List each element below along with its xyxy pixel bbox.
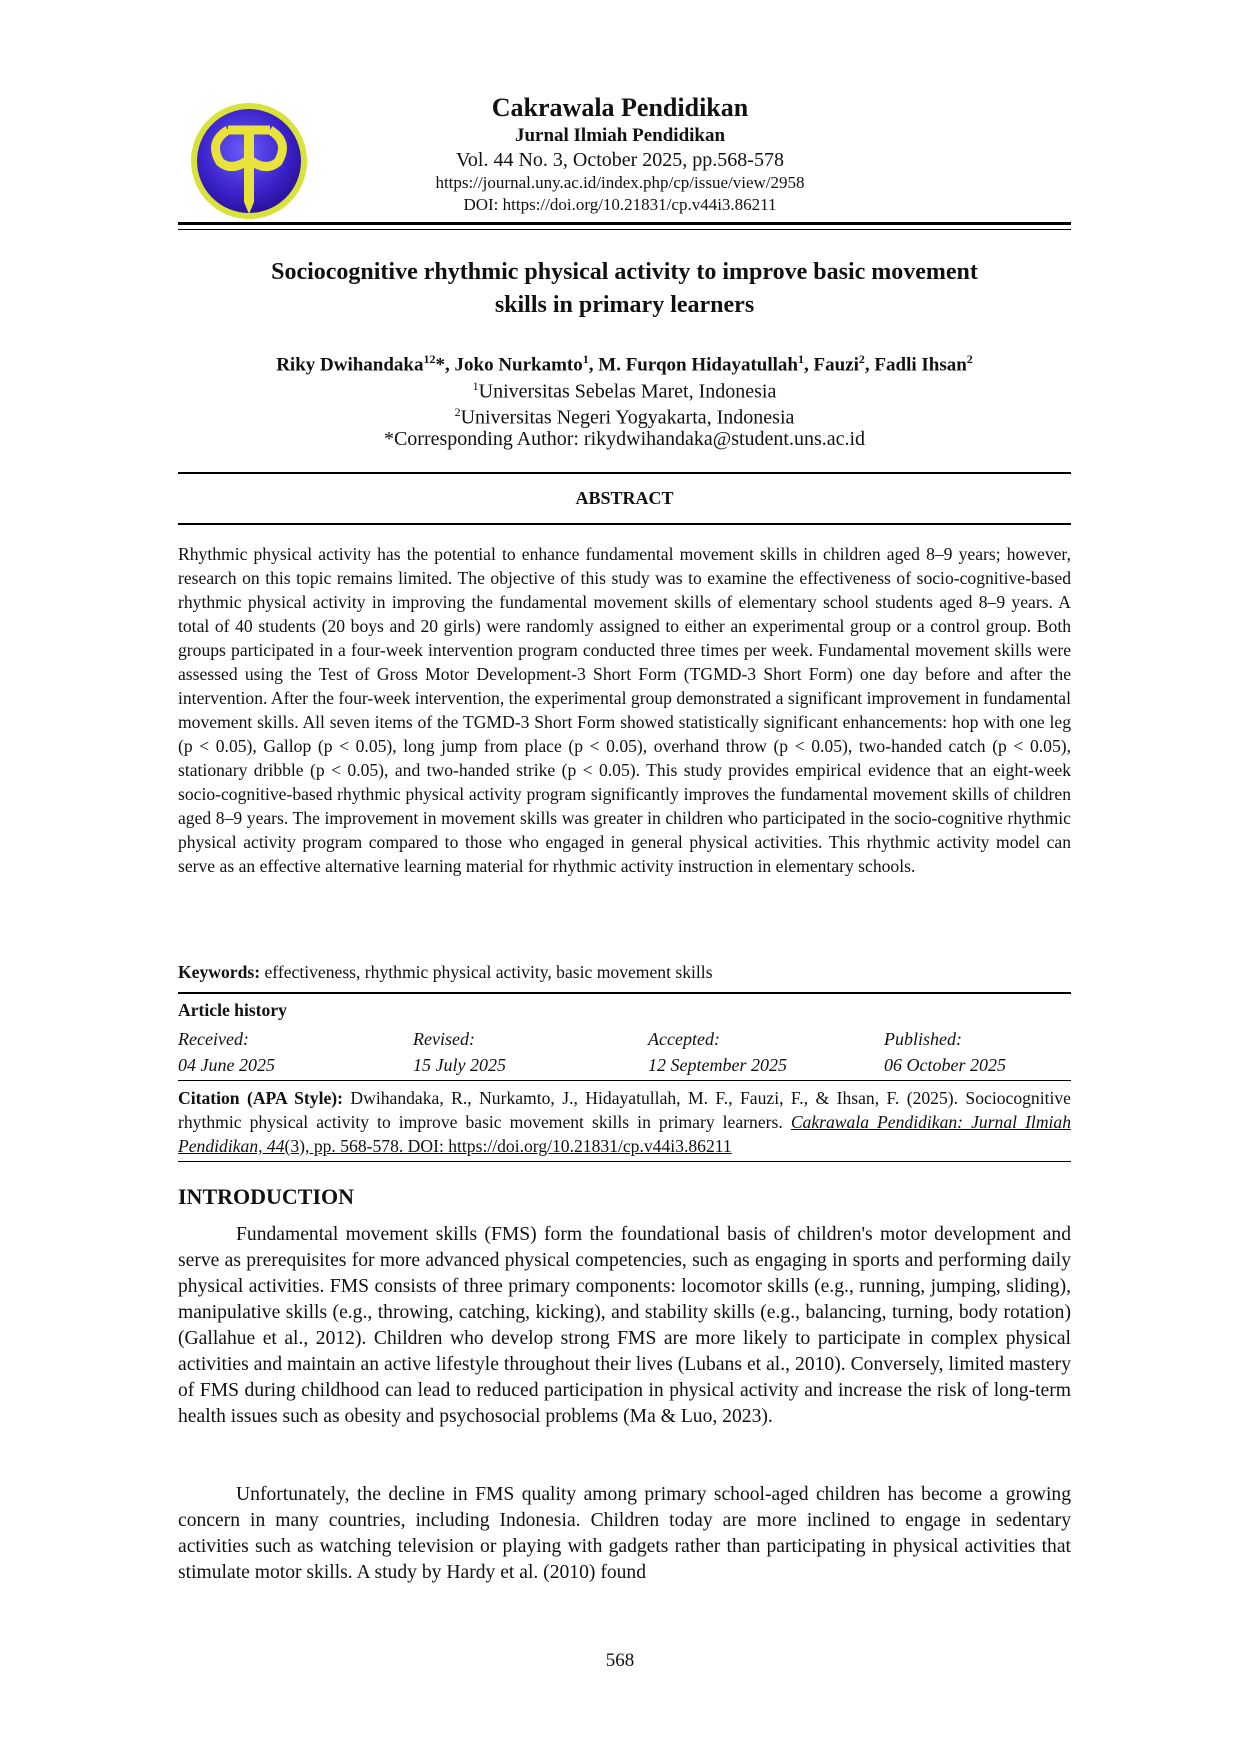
- title-line-2: skills in primary learners: [494, 292, 755, 318]
- author-sup: 2: [858, 352, 865, 366]
- author-sup: 12: [423, 352, 436, 366]
- affiliation-2: $^2$Universitas Negeri Yogyakarta, Indonesia: [454, 405, 795, 429]
- author-sep: *,: [435, 354, 455, 376]
- page-number: 568: [605, 1650, 635, 1671]
- author-sup: 1: [798, 352, 804, 366]
- history-received: Received: 04 June 2025: [178, 1029, 275, 1075]
- author-name: Joko Nurkamto: [454, 354, 583, 376]
- author-list: [178, 347, 1071, 377]
- citation-rule-top: [178, 1080, 1071, 1081]
- citation: [178, 1086, 1071, 1158]
- abstract-rule-top: [178, 472, 1071, 474]
- introduction-heading: INTRODUCTION: [178, 1184, 355, 1209]
- citation-doi[interactable]: (3), pp. 568-578. DOI: https://doi.org/10.21831/cp.v44i3.86211: [284, 1136, 732, 1156]
- author-name: Fadli Ihsan: [874, 354, 967, 376]
- citation-rule-bottom: [178, 1161, 1071, 1162]
- citation-label: Citation (APA Style):: [178, 1088, 343, 1108]
- corresponding-author: *Corresponding Author: rikydwihandaka@student.uns.ac.id: [383, 428, 866, 450]
- author-sep: ,: [864, 354, 875, 376]
- journal-subtitle: Jurnal Ilmiah Pendidikan: [514, 125, 726, 146]
- header-doi[interactable]: DOI: https://doi.org/10.21831/cp.v44i3.86211: [463, 195, 777, 214]
- affiliation-sup: 1: [472, 379, 479, 393]
- title-line-1: Sociocognitive rhythmic physical activity to improve basic movement: [271, 259, 978, 285]
- journal-name: Cakrawala Pendidikan: [491, 93, 749, 122]
- abstract-heading: ABSTRACT: [575, 488, 674, 508]
- keywords-label: Keywords:: [178, 962, 261, 982]
- volume-info: Vol. 44 No. 3, October 2025, pp.568-578: [456, 149, 784, 171]
- intro-paragraph-2: Unfortunately, the decline in FMS quality among primary school-aged children has become a growing concern in many countries, including Indonesia. Children today are more inclined to engage in sedentary activities such as watching television or playing with gadgets rather than participating in physical activities that stimulate motor skills. A study by Hardy et al. (2010) found: [178, 1484, 1071, 1583]
- history-rule-top: [178, 992, 1071, 994]
- affiliation-sup: 2: [454, 405, 461, 419]
- issue-url[interactable]: https://journal.uny.ac.id/index.php/cp/issue/view/2958: [435, 173, 805, 192]
- intro-paragraph-1: Fundamental movement skills (FMS) form the foundational basis of children's motor development and serve as prerequisites for more advanced physical competencies, such as engaging in sports and performing daily physical activities. FMS consists of three primary components: locomotor skills (e.g., running, jumping, sliding), manipulative skills (e.g., throwing, catching, kicking), and stability skills (e.g., balancing, turning, body rotation) (Gallahue et al., 2012). Children who develop strong FMS are more likely to participate in complex physical activities and maintain an active lifestyle throughout their lives (Lubans et al., 2010). Conversely, limited mastery of FMS during childhood can lead to reduced participation in physical activity and increase the risk of long-term health issues such as obesity and psychosocial problems (Ma & Luo, 2023).: [178, 1224, 1071, 1427]
- history-heading: Article history: [178, 1000, 287, 1020]
- history-accepted: Accepted: 12 September 2025: [648, 1029, 787, 1075]
- author-name: M. Furqon Hidayatullah: [598, 354, 798, 376]
- journal-cp-logo-icon: [188, 100, 310, 222]
- abstract-rule-bottom: [178, 523, 1071, 525]
- history-published: Published: 06 October 2025: [884, 1029, 1006, 1075]
- citation-text: Dwihandaka, R., Nurkamto, J., Hidayatullah, M. F., Fauzi, F., & Ihsan, F. (2025). Sociocognitive rhythmic physical activity to improve basic movement skills in primary learners.: [178, 1088, 1071, 1132]
- author-sep: ,: [588, 354, 599, 376]
- author-name: Fauzi: [813, 354, 859, 376]
- header-rule-thick: [178, 222, 1071, 225]
- article-title: [178, 256, 1071, 322]
- history-revised: Revised: 15 July 2025: [413, 1029, 506, 1075]
- author-sep: ,: [804, 354, 814, 376]
- author-sup: 1: [582, 352, 589, 366]
- author-name: Riky Dwihandaka: [276, 354, 424, 376]
- keywords: [178, 960, 1071, 984]
- author-sup: 2: [966, 352, 973, 366]
- keywords-text: effectiveness, rhythmic physical activity, basic movement skills: [264, 962, 713, 982]
- header-rule-thin: [178, 229, 1071, 230]
- affiliation-1: $^1$Universitas Sebelas Maret, Indonesia: [472, 379, 777, 403]
- citation-journal: Cakrawala Pendidikan: Jurnal Ilmiah Pendidikan, 44: [178, 1112, 1072, 1156]
- journal-header: [340, 92, 900, 216]
- abstract-text: Rhythmic physical activity has the potential to enhance fundamental movement skills in children aged 8–9 years; however, research on this topic remains limited. The objective of this study was to examine the effectiveness of socio-cognitive-based rhythmic physical activity in improving the fundamental movement skills of elementary school students aged 8–9 years. A total of 40 students (20 boys and 20 girls) were randomly assigned to either an experimental group or a control group. Both groups participated in a four-week intervention program conducted three times per week. Fundamental movement skills were assessed using the Test of Gross Motor Development-3 Short Form (TGMD-3 Short Form) one day before and after the intervention. After the four-week intervention, the experimental group demonstrated a significant improvement in fundamental movement skills. All seven items of the TGMD-3 Short Form showed statistically significant enhancements: hop with one leg (p < 0.05), Gallop (p < 0.05), long jump from place (p < 0.05), overhand throw (p < 0.05), two-handed catch (p < 0.05), stationary dribble (p < 0.05), and two-handed strike (p < 0.05). This study provides empirical evidence that an eight-week socio-cognitive-based rhythmic physical activity program significantly improves the fundamental movement skills of children aged 8–9 years. The improvement in movement skills was greater in children who participated in the socio-cognitive rhythmic physical activity program compared to those who engaged in general physical activities. This rhythmic activity model can serve as an effective alternative learning material for rhythmic activity instruction in elementary schools.: [178, 544, 1071, 876]
